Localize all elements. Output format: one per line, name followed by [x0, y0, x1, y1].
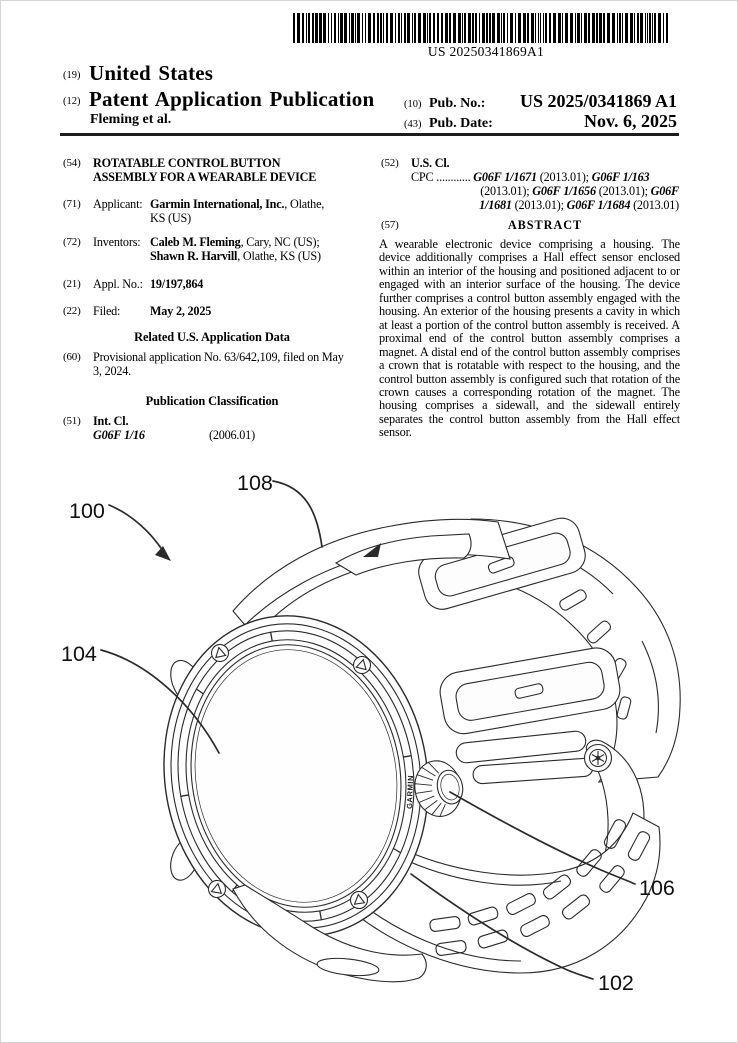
- inventor-1-name: Caleb M. Fleming: [150, 235, 241, 249]
- strap-keeper-2: [437, 645, 623, 737]
- cpc-date-5: (2013.01): [630, 198, 679, 212]
- filed-value: May 2, 2025: [150, 304, 212, 318]
- ref-label-100: 100: [69, 499, 105, 523]
- appl-no-field: [63, 277, 363, 291]
- country-row: [63, 63, 213, 84]
- us-cl-label: U.S. Cl.: [411, 156, 450, 170]
- barcode-text: US 20250341869A1: [427, 44, 545, 59]
- country-title: United States: [89, 61, 214, 85]
- barcode-image: [293, 13, 679, 43]
- int-cl-class: G06F 1/16: [93, 428, 145, 442]
- inventor-2-rest: , Olathe, KS (US): [237, 249, 321, 263]
- abstract-text: A wearable electronic device comprising a housing. The device additionally comprises a Hall effect sensor enclosed within an interior of the housing and positioned adjacent to or engaged with an interior surface of the housing. The device further comprises a control button assembly engaged with the housing. An exterior of the housing presents a cavity in which at least a portion of the control button assembly is received. A proximal end of the control button assembly comprises a magnet. A distal end of the control button assembly comprises a crown that is rotatable with respect to the housing, and the control button assembly is configured such that rotation of the crown causes a corresponding rotation of the magnet. The housing comprises a sidewall, and the sidewall entirely separates the control button assembly from the Hall effect sensor.: [379, 237, 680, 440]
- cpc-class-4a: G06F: [650, 184, 679, 198]
- ref-21: (21): [63, 278, 81, 290]
- inventor-1-rest: , Cary, NC (US);: [240, 235, 320, 249]
- cpc-date-1: (2013.01);: [536, 170, 592, 184]
- cpc-class-1: G06F 1/1671: [473, 170, 537, 184]
- ref-label-106: 106: [639, 876, 675, 900]
- appl-no-value: 19/197,864: [150, 277, 204, 291]
- ref-10: (10): [404, 99, 422, 110]
- pub-no-value: US 2025/0341869 A1: [519, 91, 677, 111]
- arrowhead-100: [155, 546, 171, 561]
- int-cl-field: [63, 414, 363, 442]
- ref-71: (71): [63, 198, 81, 210]
- cpc-block: [411, 170, 679, 212]
- ref-label-102: 102: [598, 971, 634, 995]
- pub-date-value: Nov. 6, 2025: [583, 111, 677, 131]
- pub-date-row: [404, 111, 677, 132]
- invention-title-line2: ASSEMBLY FOR A WEARABLE DEVICE: [93, 170, 317, 184]
- provisional-field: [63, 350, 363, 378]
- appl-no-label: Appl. No.:: [93, 277, 143, 291]
- ref-22: (22): [63, 305, 81, 317]
- header-rule: [60, 133, 679, 136]
- applicant-line2: KS (US): [150, 211, 191, 225]
- patent-figure: [1, 459, 738, 1043]
- ref-52: (52): [381, 157, 399, 169]
- applicant-field: [63, 197, 363, 225]
- cpc-class-2: G06F 1/163: [591, 170, 650, 184]
- applicant-rest: , Olathe,: [284, 197, 325, 211]
- inventors-label: Inventors:: [93, 235, 141, 249]
- doc-type-title: Patent Application Publication: [89, 87, 375, 111]
- filed-field: [63, 304, 363, 318]
- ref-43: (43): [404, 119, 422, 130]
- authors: Fleming et al.: [90, 112, 172, 127]
- doc-type-row: [63, 89, 374, 110]
- provisional-line2: 3, 2024.: [93, 364, 132, 378]
- cpc-prefix: CPC ............: [411, 170, 474, 184]
- cpc-class-5: G06F 1/1684: [566, 198, 631, 212]
- abstract-heading-row: [381, 218, 679, 232]
- inventor-2-name: Shawn R. Harvill: [150, 249, 238, 263]
- ref-label-104: 104: [61, 642, 97, 666]
- cpc-class-3: G06F 1/1656: [532, 184, 596, 198]
- inventors-field: [63, 235, 363, 263]
- ref-12: (12): [63, 96, 81, 107]
- cpc-date-2: (2013.01);: [480, 184, 533, 198]
- pub-no-label: Pub. No.:: [429, 96, 486, 111]
- title-field: [63, 156, 363, 184]
- pub-classification-heading: Publication Classification: [145, 394, 279, 408]
- filed-label: Filed:: [93, 304, 121, 318]
- abstract-heading: ABSTRACT: [507, 218, 583, 232]
- related-data-heading: Related U.S. Application Data: [134, 330, 290, 344]
- ref-51: (51): [63, 415, 81, 427]
- int-cl-label: Int. Cl.: [93, 414, 129, 428]
- applicant-name: Garmin International, Inc.: [150, 197, 285, 211]
- cpc-date-3: (2013.01);: [595, 184, 651, 198]
- pub-no-row: [404, 91, 677, 112]
- watch-drawing: [1, 459, 738, 1043]
- pin-screw: [585, 745, 612, 772]
- ref-label-108: 108: [237, 471, 273, 495]
- ref-57: (57): [381, 219, 399, 231]
- int-cl-version: (2006.01): [209, 428, 255, 442]
- ref-60: (60): [63, 351, 81, 363]
- ref-54: (54): [63, 157, 81, 169]
- ref-72: (72): [63, 236, 81, 248]
- cpc-date-4: (2013.01);: [511, 198, 567, 212]
- cpc-class-4b: 1/1681: [479, 198, 512, 212]
- ref-19: (19): [63, 70, 81, 81]
- pub-date-label: Pub. Date:: [429, 116, 493, 131]
- provisional-line1: Provisional application No. 63/642,109, filed on May: [93, 350, 344, 364]
- us-cl-field: [381, 156, 679, 170]
- applicant-label: Applicant:: [93, 197, 143, 211]
- brand-text: GARMIN: [405, 774, 416, 810]
- invention-title-line1: ROTATABLE CONTROL BUTTON: [93, 156, 281, 170]
